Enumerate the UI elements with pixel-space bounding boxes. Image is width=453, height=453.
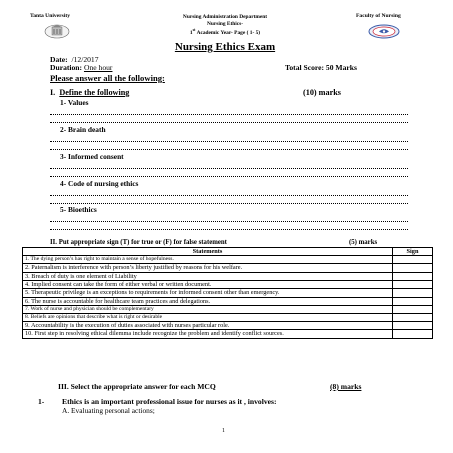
course-name: Nursing Ethics- (206, 20, 244, 27)
answer-line (50, 168, 408, 169)
answer-line (50, 114, 408, 115)
table-row (23, 289, 433, 297)
section2-marks: (5) marks (349, 239, 378, 246)
date-label: Date: (50, 55, 68, 64)
sign-cell[interactable] (393, 289, 433, 297)
sign-cell[interactable] (393, 256, 433, 264)
page-number: 1 (222, 428, 225, 434)
faculty-name: Faculty of Nursing (356, 13, 401, 19)
sign-cell[interactable] (393, 321, 433, 329)
header-center (130, 14, 320, 36)
year-page (130, 27, 320, 36)
table-row (23, 272, 433, 280)
statement-cell: 5. Therapeutic privilege is an exceptions to requirements for informed consent other than emergency. (23, 289, 393, 297)
section1-number: I. (50, 88, 56, 97)
section2-title: II. Put appropriate sign (T) for true or (F) for false statement (50, 239, 227, 246)
statement-cell: 9. Accountability is the execution of duties associated with nurses particular role. (23, 321, 393, 329)
define-item: 3- Informed consent (60, 152, 124, 161)
table-row (23, 281, 433, 289)
sign-header: Sign (393, 248, 433, 256)
answer-line (50, 229, 408, 230)
sign-cell[interactable] (393, 330, 433, 338)
answer-line (50, 195, 408, 196)
sign-cell[interactable] (393, 264, 433, 272)
table-row (23, 321, 433, 329)
statement-cell: 3. Breach of duty is one element of Liability (23, 272, 393, 280)
define-item: 1- Values (60, 98, 89, 107)
statement-cell: 4. Implied consent can take the form of either verbal or written document. (23, 281, 393, 289)
define-item: 4- Code of nursing ethics (60, 179, 139, 188)
sign-cell[interactable] (393, 306, 433, 314)
total-score: Total Score: 50 Marks (285, 63, 357, 72)
year-page-sup: st (192, 27, 196, 32)
table-row (23, 256, 433, 264)
section3-title: III. Select the appropriate answer for each MCQ (58, 382, 216, 391)
statement-cell: 10. First step in resolving ethical dilemma include recognize the problem and identify conflict sources. (23, 330, 393, 338)
answer-line (50, 141, 408, 142)
section1-marks: (10) marks (303, 88, 341, 97)
table-row (23, 297, 433, 305)
answer-line (50, 203, 408, 204)
true-false-table (22, 247, 433, 339)
department-name: Nursing Administration Department (182, 14, 268, 20)
define-item: 2- Brain death (60, 125, 106, 134)
section3-marks: (8) marks (330, 382, 362, 391)
date-value: /12/2017 (71, 55, 99, 64)
section1-heading (50, 88, 129, 97)
answer-line (50, 149, 408, 150)
table-row (23, 306, 433, 314)
statement-cell: 6. The nurse is accountable for healthcare team practices and delegations. (23, 297, 393, 305)
duration-label: Duration: (50, 63, 83, 72)
duration-value: One hour (83, 63, 113, 72)
answer-line (50, 122, 408, 123)
faculty-logo (368, 24, 400, 39)
statement-cell: 8. Beliefs are opinions that describe what is right or desirable (23, 314, 393, 322)
table-row (23, 314, 433, 322)
statement-cell: 2. Paternalism is interference with person’s liberty justified by reasons for his welfare. (23, 264, 393, 272)
exam-title: Nursing Ethics Exam (174, 41, 276, 53)
year-page-pre: 1 (189, 29, 193, 36)
define-item: 5- Bioethics (60, 205, 97, 214)
table-row (23, 264, 433, 272)
year-page-post: Academic Year- Page ( 1- 5) (195, 29, 261, 36)
table-header-row (23, 248, 433, 256)
question-number: 1- (38, 397, 45, 406)
answer-line (50, 221, 408, 222)
sign-cell[interactable] (393, 314, 433, 322)
statement-cell: 7. Work of nurse and physician should be complementary (23, 306, 393, 314)
statements-header: Statements (23, 248, 393, 256)
sign-cell[interactable] (393, 281, 433, 289)
question-text: Ethics is an important professional issue for nurses as it , involves: (62, 397, 277, 406)
sign-cell[interactable] (393, 272, 433, 280)
sign-cell[interactable] (393, 297, 433, 305)
statement-cell: 1. The dying person’s has right to maintain a sense of hopefulness. (23, 256, 393, 264)
university-name: Tanta University (30, 13, 71, 19)
duration-line (50, 63, 112, 72)
section1-title: Define the following (59, 88, 130, 97)
answer-line (50, 176, 408, 177)
university-logo (44, 24, 70, 39)
instructions: Please answer all the following: (50, 73, 165, 83)
table-row (23, 330, 433, 338)
answer-option: A. Evaluating personal actions; (62, 406, 155, 415)
